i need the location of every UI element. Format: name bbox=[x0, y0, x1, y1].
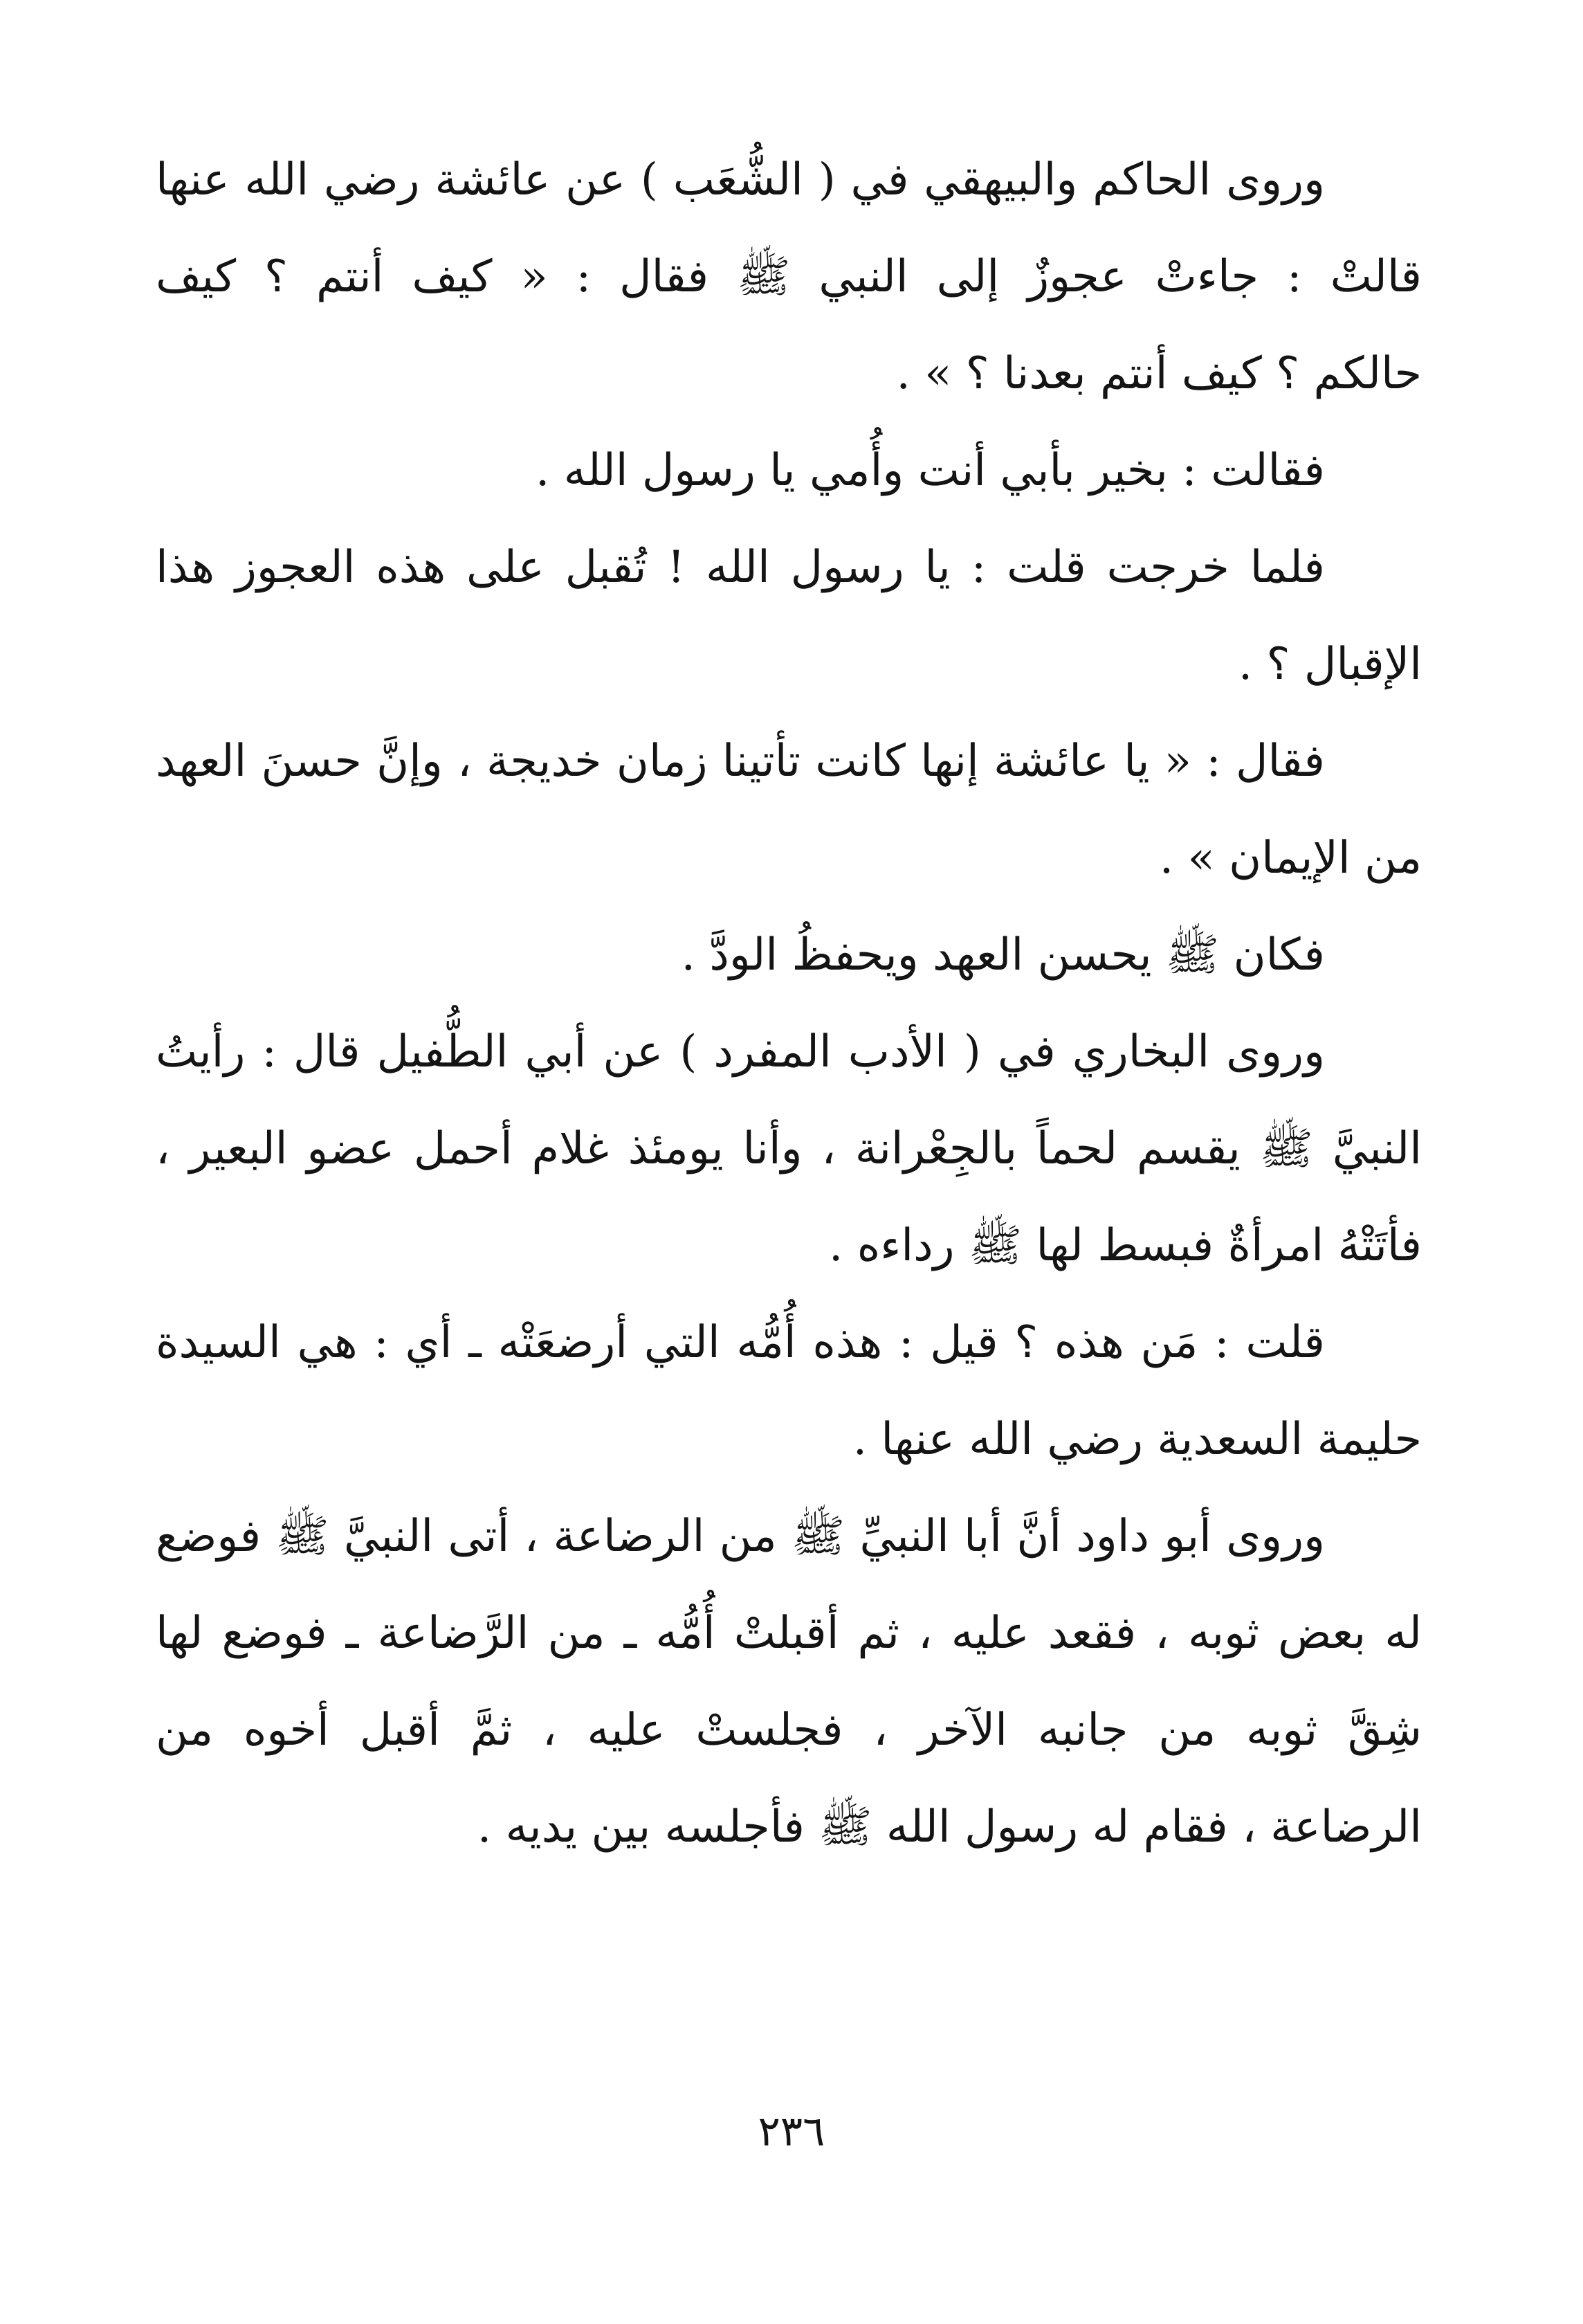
text-line: من الإيمان » . bbox=[1159, 833, 1422, 884]
text-line: شِقَّ ثوبه من جانبه الآخر ، فجلستْ عليه ، ثمَّ أقبل أخوه من bbox=[156, 1705, 1422, 1756]
text-line: حليمة السعدية رضي الله عنها . bbox=[852, 1414, 1422, 1465]
text-line: له بعض ثوبه ، فقعد عليه ، ثم أقبلتْ أُمُّه ـ من الرَّضاعة ـ فوضع لها bbox=[156, 1608, 1422, 1659]
paragraph bbox=[156, 713, 1422, 907]
body-text bbox=[156, 131, 1422, 1876]
text-line: الإقبال ؟ . bbox=[1238, 639, 1422, 690]
text-line: النبيَّ ﷺ يقسم لحماً بالجِعْرانة ، وأنا يومئذ غلام أحمل عضو البعير ، bbox=[156, 1123, 1422, 1174]
text-line: فقالت : بخير بأبي أنت وأُمي يا رسول الله . bbox=[536, 445, 1325, 496]
paragraph bbox=[156, 519, 1422, 713]
paragraph bbox=[156, 422, 1422, 519]
text-line: فكان ﷺ يحسن العهد ويحفظُ الودَّ . bbox=[681, 929, 1325, 981]
text-line: حالكم ؟ كيف أنتم بعدنا ؟ » . bbox=[896, 348, 1422, 399]
text-line: قالتْ : جاءتْ عجوزٌ إلى النبي ﷺ فقال : « كيف أنتم ؟ كيف bbox=[156, 251, 1422, 302]
text-line: وروى أبو داود أنَّ أبا النبيِّ ﷺ من الرضاعة ، أتى النبيَّ ﷺ فوضع bbox=[156, 1511, 1325, 1562]
text-line: الرضاعة ، فقام له رسول الله ﷺ فأجلسه بين يديه . bbox=[477, 1801, 1422, 1853]
paragraph bbox=[156, 907, 1422, 1004]
text-line: قلت : مَن هذه ؟ قيل : هذه أُمُّه التي أرضعَتْه ـ أي : هي السيدة bbox=[156, 1317, 1326, 1368]
text-line: فقال : « يا عائشة إنها كانت تأتينا زمان خديجة ، وإنَّ حسنَ العهد bbox=[156, 736, 1326, 787]
text-line: فلما خرجت قلت : يا رسول الله ! تُقبل على هذه العجوز هذا bbox=[156, 542, 1325, 593]
paragraph bbox=[156, 1004, 1422, 1294]
text-line: وروى الحاكم والبيهقي في ( الشُّعَب ) عن عائشة رضي الله عنها bbox=[156, 154, 1325, 206]
paragraph bbox=[156, 131, 1422, 422]
page-number: ٢٣٦ bbox=[758, 2107, 825, 2156]
text-line: فأتَتْهُ امرأةٌ فبسط لها ﷺ رداءه . bbox=[829, 1220, 1422, 1271]
paragraph bbox=[156, 1488, 1422, 1876]
paragraph bbox=[156, 1294, 1422, 1488]
text-line: وروى البخاري في ( الأدب المفرد ) عن أبي الطُّفيل قال : رأيتُ bbox=[156, 1026, 1325, 1078]
